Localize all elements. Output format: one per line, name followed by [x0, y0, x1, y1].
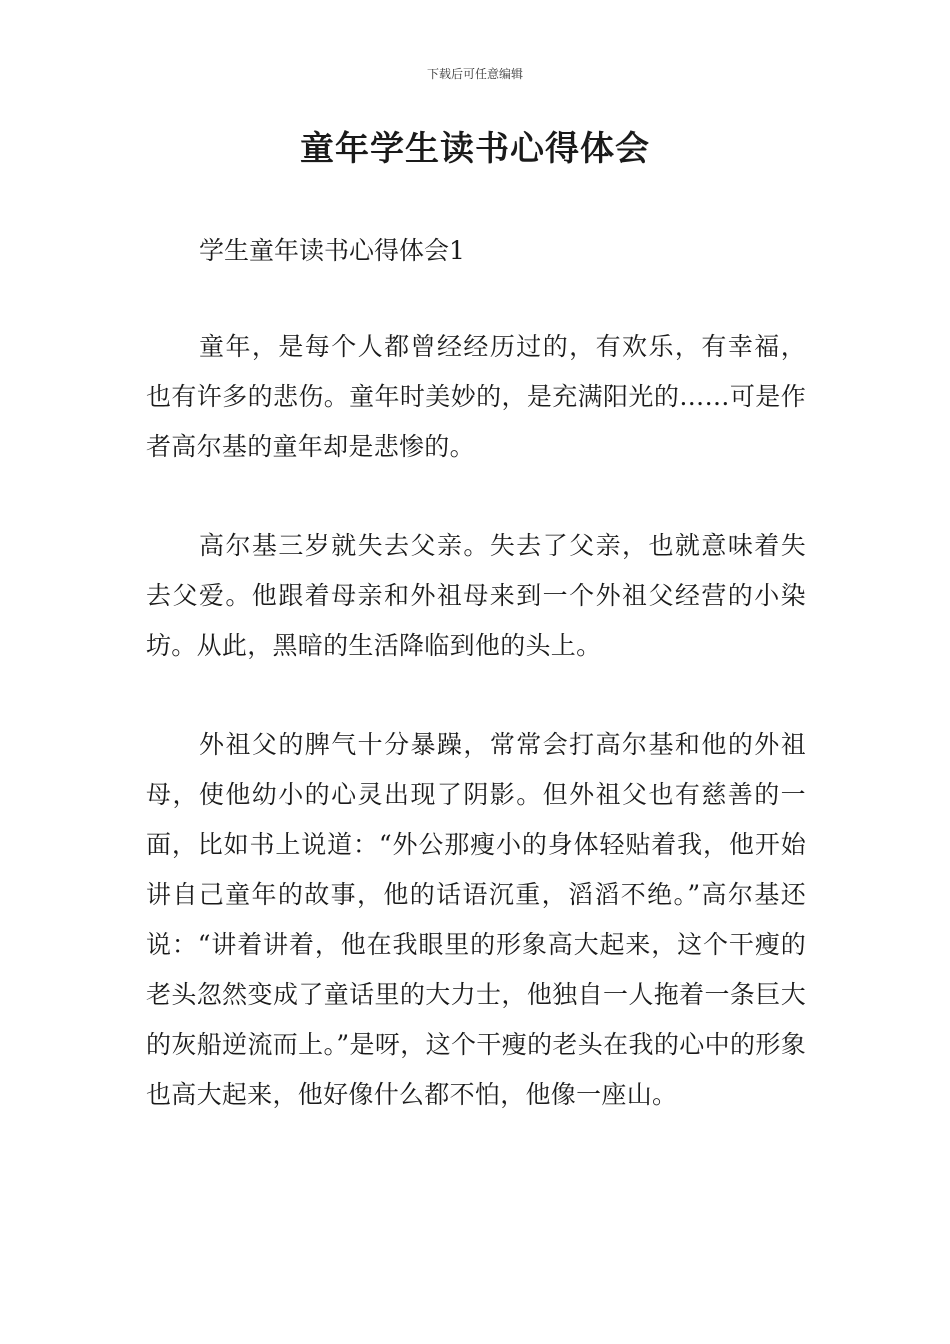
- paragraph-3: 外祖父的脾气十分暴躁，常常会打高尔基和他的外祖母，使他幼小的心灵出现了阴影。但外祖父也有慈善的一面，比如书上说道：“外公那瘦小的身体轻贴着我，他开始讲自己童年的故事，他的话语沉重，滔滔不绝。”高尔基还说：“讲着讲着，他在我眼里的形象高大起来，这个干瘦的老头忽然变成了童话里的大力士，他独自一人拖着一条巨大的灰船逆流而上。”是呀，这个干瘦的老头在我的心中的形象也高大起来，他好像什么都不怕，他像一座山。: [146, 730, 806, 1109]
- document-title: 童年学生读书心得体会: [300, 129, 650, 169]
- header-note: 下载后可任意编辑: [426, 67, 523, 81]
- paragraph-1: 童年，是每个人都曾经经历过的，有欢乐，有幸福，也有许多的悲伤。童年时美妙的，是充满阳光的……可是作者高尔基的童年却是悲惨的。: [146, 332, 806, 461]
- paragraph-2: 高尔基三岁就失去父亲。失去了父亲，也就意味着失去父爱。他跟着母亲和外祖母来到一个外祖父经营的小染坊。从此，黑暗的生活降临到他的头上。: [146, 531, 806, 660]
- document-body: [146, 231, 806, 1120]
- section-subheading: 学生童年读书心得体会1: [199, 236, 465, 265]
